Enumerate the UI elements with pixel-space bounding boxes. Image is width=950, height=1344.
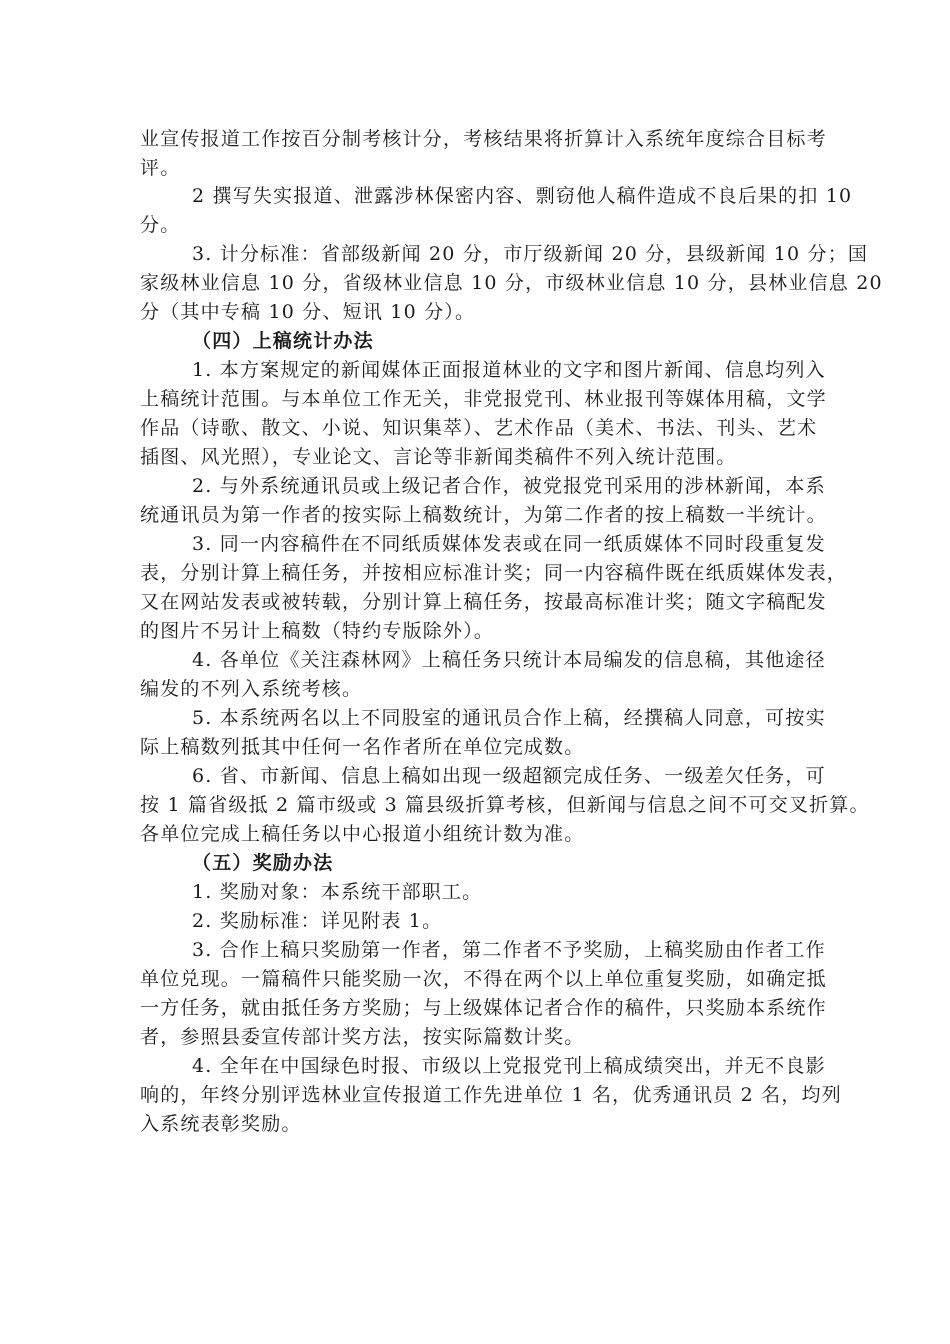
text-line: 3. 同一内容稿件在不同纸质媒体发表或在同一纸质媒体不同时段重复发 <box>192 533 826 555</box>
paragraph-statistics-2 <box>140 472 827 530</box>
paragraph-statistics-1 <box>140 356 827 472</box>
text-line: 业宣传报道工作按百分制考核计分，考核结果将折算计入系统年度综合目标考 <box>140 128 827 150</box>
text-line: 响的，年终分别评选林业宣传报道工作先进单位 1 名，优秀通讯员 2 名，均列 <box>140 1084 842 1106</box>
paragraph-scoring-standard <box>140 240 883 327</box>
paragraph-rewards-2 <box>140 907 820 936</box>
text-line: 3. 计分标准：省部级新闻 20 分，市厅级新闻 20 分，县级新闻 10 分；国 <box>192 243 869 265</box>
text-line: 评。 <box>140 157 181 179</box>
text-line: 插图、风光照），专业论文、言论等非新闻类稿件不列入统计范围。 <box>140 446 737 468</box>
text-line: 统通讯员为第一作者的按实际上稿数统计，为第二作者的按上稿数一半统计。 <box>140 504 827 526</box>
text-line: 的图片不另计上稿数（特约专版除外）。 <box>140 620 495 642</box>
paragraph-rewards-4 <box>140 1052 842 1139</box>
text-line: 一方任务，就由抵任务方奖励；与上级媒体记者合作的稿件，只奖励本系统作 <box>140 997 827 1019</box>
paragraph-statistics-3 <box>140 530 848 646</box>
text-line: 各单位完成上稿任务以中心报道小组统计数为准。 <box>140 823 585 845</box>
text-line: 2. 与外系统通讯员或上级记者合作，被党报党刊采用的涉林新闻，本系 <box>192 475 826 497</box>
text-line: 入系统表彰奖励。 <box>140 1113 302 1135</box>
text-line: 5. 本系统两名以上不同股室的通讯员合作上稿，经撰稿人同意，可按实 <box>192 707 826 729</box>
paragraph-statistics-4 <box>140 646 826 704</box>
text-line: 编发的不列入系统考核。 <box>140 678 363 700</box>
text-line: 表，分别计算上稿任务，并按相应标准计奖；同一内容稿件既在纸质媒体发表， <box>140 562 848 584</box>
paragraph-deduction-rule <box>140 182 853 240</box>
text-line: 2 撰写失实报道、泄露涉林保密内容、剽窃他人稿件造成不良后果的扣 10 <box>192 185 853 207</box>
text-line: 按 1 篇省级抵 2 篇市级或 3 篇县级折算考核，但新闻与信息之间不可交叉折算。 <box>140 794 870 816</box>
text-line: 单位兑现。一篇稿件只能奖励一次，不得在两个以上单位重复奖励，如确定抵 <box>140 968 827 990</box>
text-line: 2. 奖励标准：详见附表 1。 <box>192 910 443 932</box>
text-line: 分（其中专稿 10 分、短讯 10 分）。 <box>140 301 476 323</box>
text-line: 4. 各单位《关注森林网》上稿任务只统计本局编发的信息稿，其他途径 <box>192 649 826 671</box>
text-line: 上稿统计范围。与本单位工作无关，非党报党刊、林业报刊等媒体用稿，文学 <box>140 388 827 410</box>
text-line: 4. 全年在中国绿色时报、市级以上党报党刊上稿成绩突出，并无不良影 <box>192 1055 826 1077</box>
paragraph-statistics-5 <box>140 704 826 762</box>
text-line: 家级林业信息 10 分，省级林业信息 10 分，市级林业信息 10 分，县林业信息 20 <box>140 272 883 294</box>
text-line: 际上稿数列抵其中任何一名作者所在单位完成数。 <box>140 736 585 758</box>
paragraph-statistics-6 <box>140 762 870 849</box>
text-line: 6. 省、市新闻、信息上稿如出现一级超额完成任务、一级差欠任务，可 <box>192 765 826 787</box>
text-line: 又在网站发表或被转载，分别计算上稿任务，按最高标准计奖；随文字稿配发 <box>140 591 827 613</box>
paragraph-continuation <box>140 125 827 183</box>
section-heading-statistics: （四）上稿统计办法 <box>192 330 374 352</box>
text-line: 1. 奖励对象：本系统干部职工。 <box>192 881 483 903</box>
text-line: 者，参照县委宣传部计奖方法，按实际篇数计奖。 <box>140 1026 585 1048</box>
paragraph-rewards-1 <box>140 878 820 907</box>
text-line: 3. 合作上稿只奖励第一作者，第二作者不予奖励，上稿奖励由作者工作 <box>192 939 826 961</box>
paragraph-rewards-3 <box>140 936 827 1052</box>
text-line: 1. 本方案规定的新闻媒体正面报道林业的文字和图片新闻、信息均列入 <box>192 359 826 381</box>
text-line: 分。 <box>140 214 181 236</box>
text-line: 作品（诗歌、散文、小说、知识集萃）、艺术作品（美术、书法、刊头、艺术 <box>140 417 818 439</box>
section-heading-rewards: （五）奖励办法 <box>192 852 334 874</box>
